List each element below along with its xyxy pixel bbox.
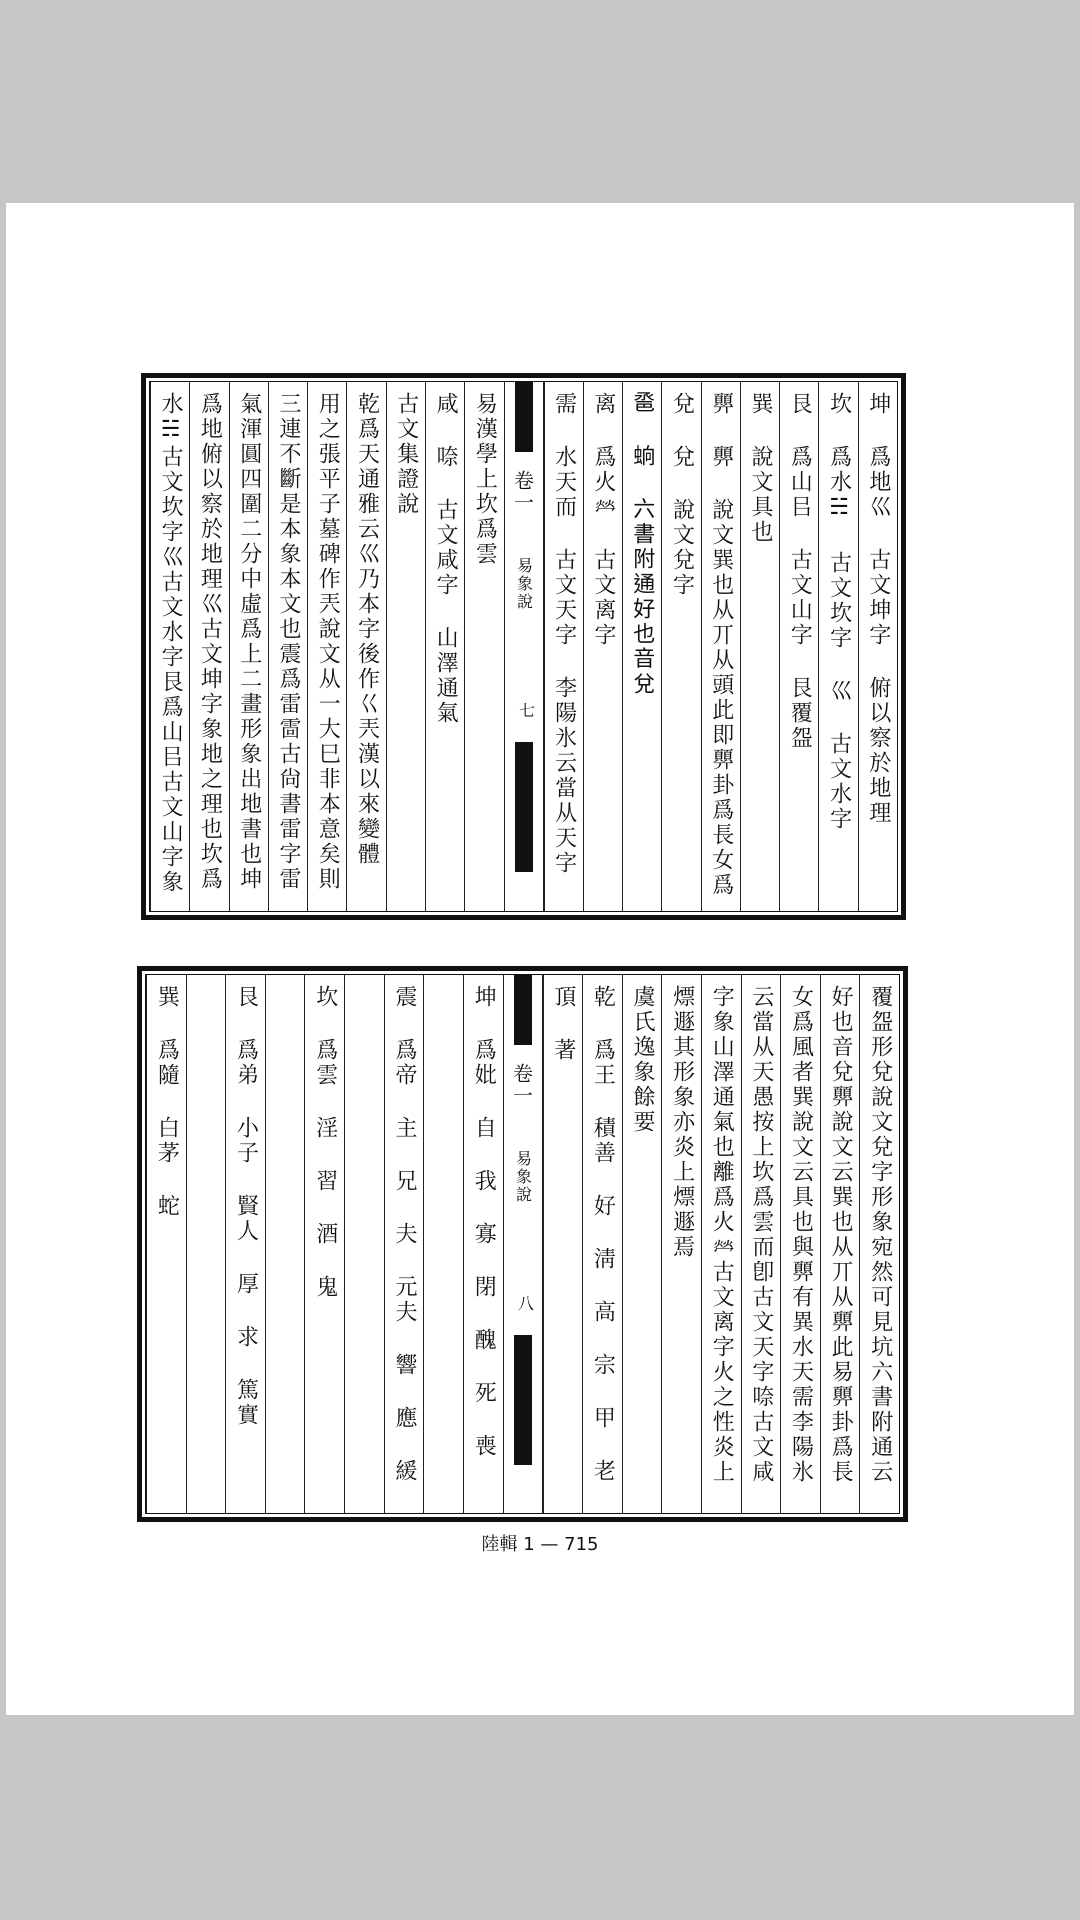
text-column <box>265 975 305 1513</box>
column-text: 坤 爲地巛 古文坤字 俯以察於地理 <box>865 392 891 826</box>
column-text: 易漢學上坎爲雲 <box>472 392 498 567</box>
column-text: 巽 爲隨 白茅 蛇 <box>154 985 180 1219</box>
column-text: 艮 爲弟 小子 賢人 厚 求 篤實 <box>233 985 259 1428</box>
column-text: 乾爲天通雅云巛乃本字後作巜兲漢以來變體 <box>354 392 380 867</box>
section-label: 易象說 <box>513 1150 533 1204</box>
page-footer: 陸輯 1 — 715 <box>481 1534 599 1555</box>
fold-bar-bottom <box>514 1335 532 1465</box>
column-text: 用之張平子墓碑作兲說文从一大巳非本意矣則 <box>315 392 341 892</box>
fold-bar-bottom <box>515 742 533 872</box>
column-text: 需 水天而 古文天字 李陽氷云當从天字 <box>551 392 577 876</box>
column-text: 云當从天愚按上坎爲雲而卽古文天字㖠古文咸 <box>748 985 774 1485</box>
column-text: 虞氏逸象餘要 <box>630 985 656 1135</box>
column-text: 坤 爲妣 自 我 寡 閉 醜 死 喪 <box>471 985 497 1459</box>
column-text: 熛遯其形象亦炎上熛遯焉 <box>669 985 695 1260</box>
column-text <box>428 985 460 1495</box>
column-text: 𢀿 䖮 六書附通好也音兌 <box>630 392 656 698</box>
column-text: 好也音兌顨說文云巽也从丌从顨此易顨卦爲長 <box>828 985 854 1485</box>
column-text: 艮 爲山㠯 古文山字 艮覆盌 <box>787 392 813 751</box>
text-column <box>820 975 860 1513</box>
column-text: 坎 爲水☵ 古文坎字 巛 古文水字 <box>826 392 852 832</box>
bottom-panel-frame <box>145 974 900 1514</box>
column-text: 兌 兌 說文兌字 <box>669 392 695 598</box>
column-text: 乾 爲王 積善 好 淸 高 宗 甲 老 <box>590 985 616 1484</box>
column-text <box>269 985 301 1495</box>
column-text: 頂 著 <box>550 985 576 1063</box>
text-column <box>189 382 228 911</box>
text-column <box>661 382 700 911</box>
column-text: 离 爲火𤇾 古文离字 <box>590 392 616 648</box>
text-column <box>622 975 662 1513</box>
text-column <box>741 975 781 1513</box>
text-column <box>268 382 307 911</box>
text-column <box>622 382 661 911</box>
text-column <box>583 382 622 911</box>
column-text: 水☵古文坎字巛古文水字艮爲山㠯古文山字象 <box>158 392 184 895</box>
text-column <box>425 382 464 911</box>
text-column <box>423 975 463 1513</box>
column-text: 三連不斷是本象本文也震爲雷䨓古尙書雷字雷 <box>275 392 301 892</box>
text-column <box>186 975 226 1513</box>
text-column <box>463 975 503 1513</box>
text-column <box>859 975 899 1513</box>
text-column <box>780 975 820 1513</box>
column-text: 氣渾圓四圍二分中虛爲上二畫形象出地書也坤 <box>236 392 262 892</box>
column-text <box>348 985 380 1495</box>
bottom-panel <box>137 966 908 1522</box>
center-fold-strip <box>503 975 543 1513</box>
volume-label: 卷一 <box>509 470 538 514</box>
column-text <box>190 985 222 1495</box>
fold-bar-top <box>514 975 532 1045</box>
column-text: 坎 爲雲 淫 習 酒 鬼 <box>312 985 338 1300</box>
text-column <box>386 382 425 911</box>
column-text: 覆盌形兌說文兌字形象宛然可見坑六書附通云 <box>867 985 893 1485</box>
text-column <box>229 382 268 911</box>
column-text: 巽 說文具也 <box>748 392 774 545</box>
page-number: 七 <box>516 702 536 718</box>
center-fold-strip <box>504 382 544 911</box>
text-column <box>701 975 741 1513</box>
text-column <box>146 975 186 1513</box>
column-text: 顨 顨 說文巽也从丌从頭此即顨卦爲長女爲 <box>708 392 734 898</box>
text-column <box>384 975 424 1513</box>
fold-bar-top <box>515 382 533 452</box>
column-text: 咸 㖠 古文咸字 山澤通氣 <box>433 392 459 726</box>
text-column <box>346 382 385 911</box>
top-panel <box>141 373 906 920</box>
text-column <box>779 382 818 911</box>
page-number: 八 <box>515 1295 535 1311</box>
text-column <box>307 382 346 911</box>
top-panel-frame <box>149 381 898 912</box>
text-column <box>225 975 265 1513</box>
column-text: 字象山澤通氣也離爲火𤇾古文离字火之性炎上 <box>709 985 735 1485</box>
column-text: 古文集證說 <box>393 392 419 517</box>
volume-label: 卷一 <box>508 1063 537 1107</box>
text-column <box>304 975 344 1513</box>
text-column <box>740 382 779 911</box>
text-column <box>661 975 701 1513</box>
section-label: 易象說 <box>514 557 534 611</box>
column-text: 震 爲帝 主 兄 夫 元夫 響 應 緩 <box>391 985 417 1484</box>
text-column <box>464 382 503 911</box>
text-column <box>701 382 740 911</box>
text-column <box>344 975 384 1513</box>
column-text: 女爲風者巽說文云具也與顨有異水天需李陽氷 <box>788 985 814 1485</box>
text-column <box>150 382 189 911</box>
text-column <box>544 382 583 911</box>
text-column <box>818 382 857 911</box>
text-column <box>858 382 897 911</box>
text-column <box>582 975 622 1513</box>
text-column <box>543 975 583 1513</box>
column-text: 爲地俯以察於地理巛古文坤字象地之理也坎爲 <box>197 392 223 892</box>
